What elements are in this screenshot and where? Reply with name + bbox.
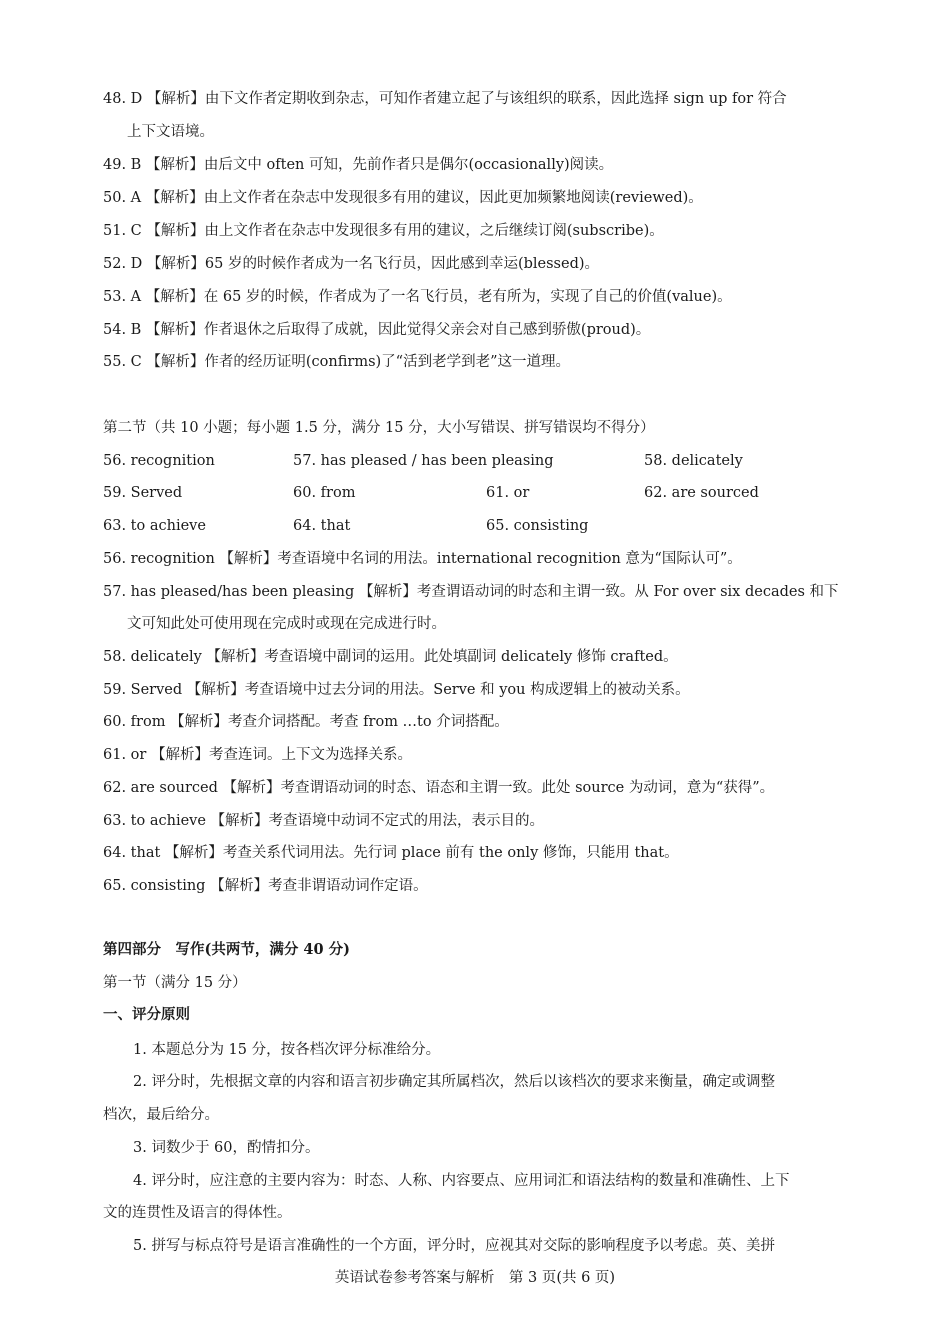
explanation-64: 64. that 【解析】考查关系代词用法。先行词 place 前有 the only 修饰，只能用 that。	[103, 845, 679, 861]
part-4-title: 第四部分 写作(共两节，满分 40 分)	[103, 941, 350, 958]
explanation-57: 57. has pleased/has been pleasing 【解析】考查谓语动词的时态和主谓一致。从 For over six decades 和下	[103, 584, 839, 600]
explanation-61: 61. or 【解析】考查连词。上下文为选择关系。	[103, 747, 412, 763]
explanation-62: 62. are sourced 【解析】考查谓语动词的时态、语态和主谓一致。此处 source 为动词，意为“获得”。	[103, 780, 775, 796]
item-48-cont: 上下文语境。	[127, 124, 214, 140]
item-48: 48. D 【解析】由下文作者定期收到杂志，可知作者建立起了与该组织的联系，因此选择 sign up for 符合	[103, 91, 787, 107]
item-51: 51. C 【解析】由上文作者在杂志中发现很多有用的建议，之后继续订阅(subscribe)。	[103, 223, 664, 239]
principle-1: 1. 本题总分为 15 分，按各档次评分标准给分。	[133, 1042, 441, 1058]
item-53: 53. A 【解析】在 65 岁的时候，作者成为了一名飞行员，老有所为，实现了自己的价值(value)。	[103, 289, 732, 305]
principle-3: 3. 词数少于 60，酌情扣分。	[133, 1140, 320, 1156]
explanation-65: 65. consisting 【解析】考查非谓语动词作定语。	[103, 878, 428, 894]
answer-grid-row	[103, 483, 848, 503]
item-50: 50. A 【解析】由上文作者在杂志中发现很多有用的建议，因此更加频繁地阅读(reviewed)。	[103, 190, 703, 206]
principle-2: 2. 评分时，先根据文章的内容和语言初步确定其所属档次，然后以该档次的要求来衡量，确定或调整	[133, 1074, 775, 1090]
item-55: 55. C 【解析】作者的经历证明(confirms)了“活到老学到老”这一道理。	[103, 354, 570, 370]
principle-5: 5. 拼写与标点符号是语言准确性的一个方面，评分时，应视其对交际的影响程度予以考虑。英、美拼	[133, 1238, 775, 1254]
explanation-56: 56. recognition 【解析】考查语境中名词的用法。international recognition 意为“国际认可”。	[103, 551, 742, 567]
explanation-59: 59. Served 【解析】考查语境中过去分词的用法。Serve 和 you 构成逻辑上的被动关系。	[103, 682, 690, 698]
explanation-63: 63. to achieve 【解析】考查语境中动词不定式的用法，表示目的。	[103, 813, 545, 829]
page-footer: 英语试卷参考答案与解析 第 3 页(共 6 页)	[334, 1270, 616, 1286]
answer-56: 56. recognition	[103, 453, 215, 469]
item-54: 54. B 【解析】作者退休之后取得了成就，因此觉得父亲会对自己感到骄傲(proud)。	[103, 322, 651, 338]
principle-2-cont: 档次，最后给分。	[103, 1107, 219, 1123]
answer-grid-row	[103, 516, 848, 536]
explanation-57-cont: 文可知此处可使用现在完成时或现在完成进行时。	[127, 616, 446, 632]
principles-title: 一、评分原则	[103, 1006, 190, 1023]
section-1-header: 第一节（满分 15 分）	[103, 975, 247, 991]
section-2-header: 第二节（共 10 小题；每小题 1.5 分，满分 15 分，大小写错误、拼写错误均不得分）	[103, 420, 655, 436]
answer-57: 57. has pleased / has been pleasing	[293, 453, 554, 469]
explanation-58: 58. delicately 【解析】考查语境中副词的运用。此处填副词 delicately 修饰 crafted。	[103, 649, 678, 665]
answer-65: 65. consisting	[486, 518, 589, 534]
answer-grid-row	[103, 451, 848, 471]
answer-64: 64. that	[293, 518, 351, 534]
answer-61: 61. or	[486, 485, 530, 501]
answer-60: 60. from	[293, 485, 356, 501]
item-49: 49. B 【解析】由后文中 often 可知，先前作者只是偶尔(occasionally)阅读。	[103, 157, 614, 173]
item-52: 52. D 【解析】65 岁的时候作者成为一名飞行员，因此感到幸运(blessed)。	[103, 256, 600, 272]
explanation-60: 60. from 【解析】考查介词搭配。考查 from …to 介词搭配。	[103, 714, 509, 730]
principle-4-cont: 文的连贯性及语言的得体性。	[103, 1205, 292, 1221]
answer-58: 58. delicately	[644, 453, 743, 469]
answer-62: 62. are sourced	[644, 485, 759, 501]
answer-63: 63. to achieve	[103, 518, 206, 534]
answer-59: 59. Served	[103, 485, 183, 501]
principle-4: 4. 评分时，应注意的主要内容为：时态、人称、内容要点、应用词汇和语法结构的数量和准确性、上下	[133, 1173, 790, 1189]
